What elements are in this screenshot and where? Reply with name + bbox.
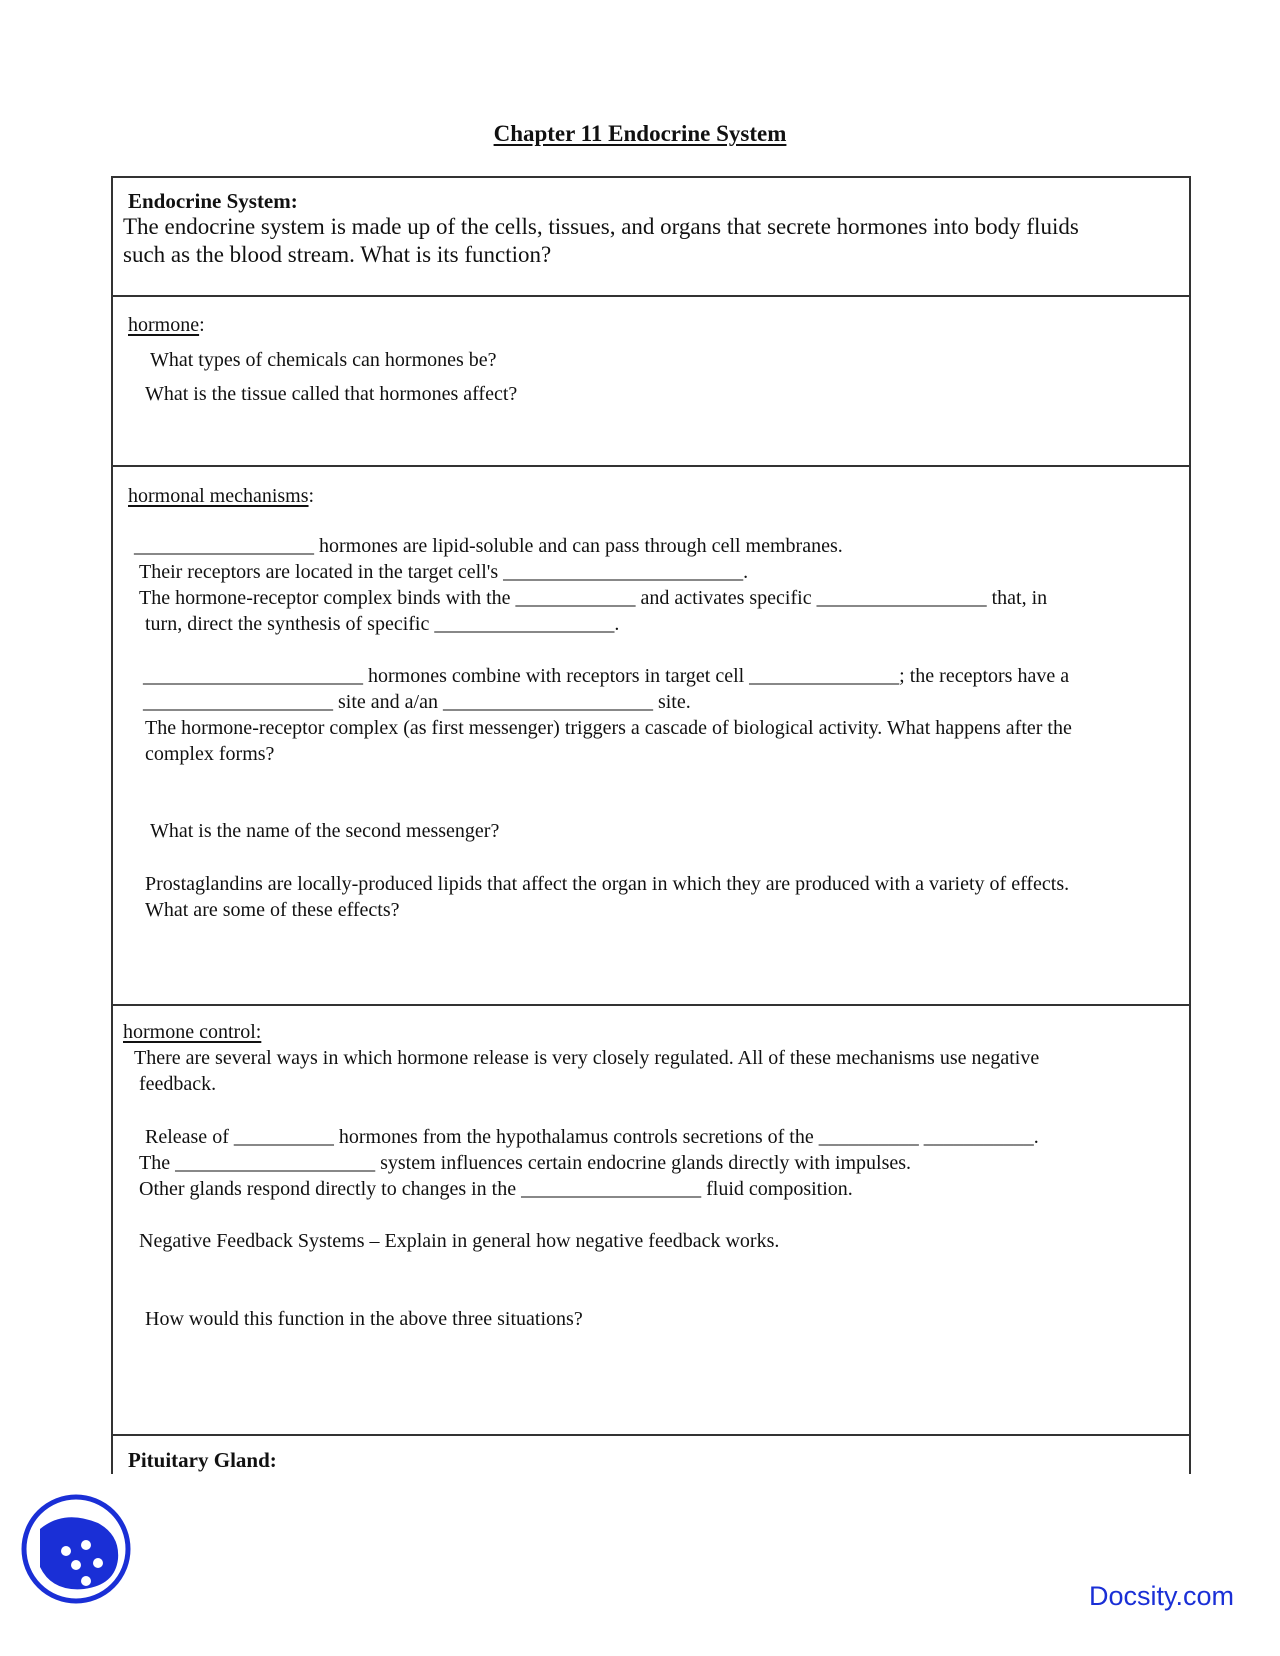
docsity-brand-link[interactable]: Docsity.com bbox=[1089, 1581, 1235, 1611]
mechanisms-line: Their receptors are located in the target cell's ________________________. bbox=[139, 561, 749, 583]
section-heading-mechanisms bbox=[128, 483, 314, 509]
mechanisms-heading-text: hormonal mechanisms bbox=[128, 485, 309, 507]
section-heading-endocrine: Endocrine System: bbox=[128, 189, 298, 213]
control-line: Release of __________ hormones from the hypothalamus controls secretions of the __________ ___________. bbox=[145, 1126, 1039, 1148]
mechanisms-line: complex forms? bbox=[145, 743, 275, 765]
endocrine-intro-line2: such as the blood stream. What is its function? bbox=[123, 242, 552, 267]
mechanisms-line: Prostaglandins are locally-produced lipids that affect the organ in which they are produced with a variety of effects. bbox=[145, 873, 1070, 895]
mechanisms-line: ______________________ hormones combine with receptors in target cell _______________; the receptors have a bbox=[143, 665, 1070, 687]
heading-colon: : bbox=[199, 314, 205, 336]
mechanisms-line: turn, direct the synthesis of specific __________________. bbox=[145, 613, 620, 635]
row-divider bbox=[111, 1434, 1189, 1436]
endocrine-intro-line1: The endocrine system is made up of the cells, tissues, and organs that secrete hormones into body fluids bbox=[123, 214, 1079, 239]
section-heading-control: hormone control: bbox=[123, 1021, 262, 1043]
page-title: Chapter 11 Endocrine System bbox=[493, 121, 787, 146]
section-heading-hormone bbox=[128, 312, 205, 338]
mechanisms-line: The hormone-receptor complex (as first messenger) triggers a cascade of biological activity. What happens after the bbox=[145, 717, 1072, 739]
mechanisms-line: The hormone-receptor complex binds with the ____________ and activates specific _________________ that, in bbox=[139, 587, 1048, 609]
control-line: feedback. bbox=[139, 1073, 217, 1095]
mechanisms-line: __________________ hormones are lipid-soluble and can pass through cell membranes. bbox=[134, 535, 843, 557]
hormone-heading-text: hormone bbox=[128, 314, 200, 336]
hormone-question-chemicals: What types of chemicals can hormones be? bbox=[150, 349, 497, 371]
mechanisms-question-effects: What are some of these effects? bbox=[145, 899, 400, 921]
row-divider bbox=[111, 465, 1189, 467]
section-heading-pituitary: Pituitary Gland: bbox=[128, 1448, 277, 1472]
docsity-logo-icon bbox=[20, 1493, 132, 1605]
row-divider bbox=[111, 295, 1189, 297]
row-divider bbox=[111, 1004, 1189, 1006]
hormone-question-tissue: What is the tissue called that hormones affect? bbox=[145, 383, 518, 405]
mechanisms-question-second-messenger: What is the name of the second messenger? bbox=[150, 820, 500, 842]
control-question-feedback: Negative Feedback Systems – Explain in general how negative feedback works. bbox=[139, 1230, 780, 1252]
control-question-situations: How would this function in the above three situations? bbox=[145, 1308, 583, 1330]
mechanisms-line: ___________________ site and a/an _____________________ site. bbox=[143, 691, 691, 713]
control-line: The ____________________ system influences certain endocrine glands directly with impulses. bbox=[139, 1152, 912, 1174]
heading-colon: : bbox=[308, 485, 315, 507]
control-line: Other glands respond directly to changes in the __________________ fluid composition. bbox=[139, 1178, 853, 1200]
control-line: There are several ways in which hormone release is very closely regulated. All of these mechanisms use negative bbox=[134, 1047, 1040, 1069]
